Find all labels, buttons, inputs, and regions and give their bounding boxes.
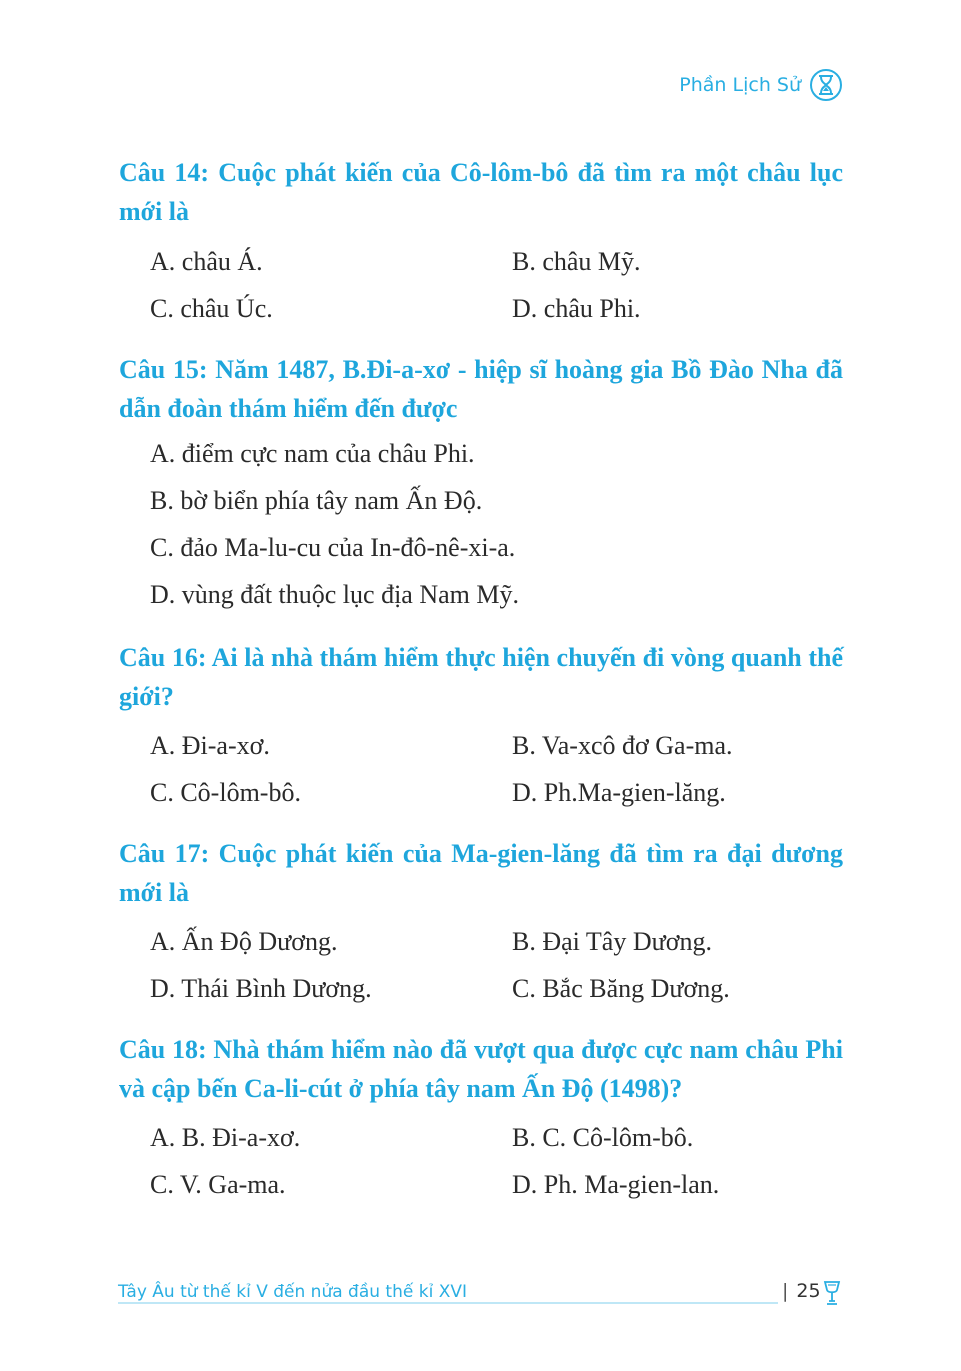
- page-number: [782, 1280, 821, 1302]
- answer-option[interactable]: [150, 579, 519, 611]
- option-letter: B.: [150, 486, 174, 515]
- option-text: đảo Ma-lu-cu của In-đô-nê-xi-a.: [180, 533, 516, 562]
- answer-option[interactable]: D. Thái Bình Dương.: [150, 974, 372, 1003]
- hourglass-icon: [809, 68, 843, 102]
- question-15: Câu 15: Năm 1487, B.Đi-a-xơ - hiệp sĩ hoàng gia Bồ Đào Nha đã dẫn đoàn thám hiểm đến được: [119, 355, 843, 423]
- goblet-icon: [822, 1280, 842, 1308]
- answer-option[interactable]: B. Va-xcô đơ Ga-ma.: [512, 731, 733, 760]
- option-text: vùng đất thuộc lục địa Nam Mỹ.: [181, 580, 519, 609]
- answer-option[interactable]: A. châu Á.: [150, 247, 263, 276]
- question-16: Câu 16: Ai là nhà thám hiểm thực hiện chuyến đi vòng quanh thế giới?: [119, 643, 843, 711]
- answer-option[interactable]: A. Ấn Độ Dương.: [150, 927, 338, 956]
- answer-option[interactable]: B. châu Mỹ.: [512, 247, 641, 276]
- answer-option[interactable]: B. C. Cô-lôm-bô.: [512, 1123, 694, 1152]
- answer-option[interactable]: C. Cô-lôm-bô.: [150, 778, 301, 807]
- answer-option[interactable]: [150, 485, 482, 517]
- answer-option[interactable]: [150, 532, 515, 564]
- answer-option[interactable]: B. Đại Tây Dương.: [512, 927, 712, 956]
- section-title: Phần Lịch Sử: [679, 74, 801, 96]
- answer-option[interactable]: [150, 438, 475, 470]
- answer-option[interactable]: C. Bắc Băng Dương.: [512, 974, 730, 1003]
- option-letter: D.: [150, 580, 176, 609]
- answer-option[interactable]: A. Đi-a-xơ.: [150, 731, 270, 760]
- question-17: Câu 17: Cuộc phát kiến của Ma-gien-lăng đã tìm ra đại dương mới là: [119, 839, 843, 907]
- option-text: điểm cực nam của châu Phi.: [181, 439, 475, 468]
- question-18: Câu 18: Nhà thám hiểm nào đã vượt qua được cực nam châu Phi và cập bến Ca-li-cút ở phía tây nam Ấn Độ (1498)?: [119, 1035, 843, 1103]
- option-letter: A.: [150, 439, 176, 468]
- question-14: Câu 14: Cuộc phát kiến của Cô-lôm-bô đã tìm ra một châu lục mới là: [119, 158, 843, 226]
- page-header: [679, 68, 843, 102]
- answer-option[interactable]: C. châu Úc.: [150, 294, 273, 323]
- footer-chapter-title: Tây Âu từ thế kỉ V đến nửa đầu thế kỉ XVI: [118, 1282, 467, 1302]
- page-number-separator: |: [782, 1280, 789, 1302]
- answer-option[interactable]: D. châu Phi.: [512, 294, 641, 323]
- option-text: bờ biển phía tây nam Ấn Độ.: [180, 486, 483, 515]
- answer-option[interactable]: C. V. Ga-ma.: [150, 1170, 286, 1199]
- option-letter: C.: [150, 533, 174, 562]
- page-number-value: 25: [796, 1280, 821, 1302]
- answer-option[interactable]: A. B. Đi-a-xơ.: [150, 1123, 301, 1152]
- answer-option[interactable]: D. Ph. Ma-gien-lan.: [512, 1170, 720, 1199]
- footer-divider: [118, 1302, 778, 1304]
- answer-option[interactable]: D. Ph.Ma-gien-lăng.: [512, 778, 726, 807]
